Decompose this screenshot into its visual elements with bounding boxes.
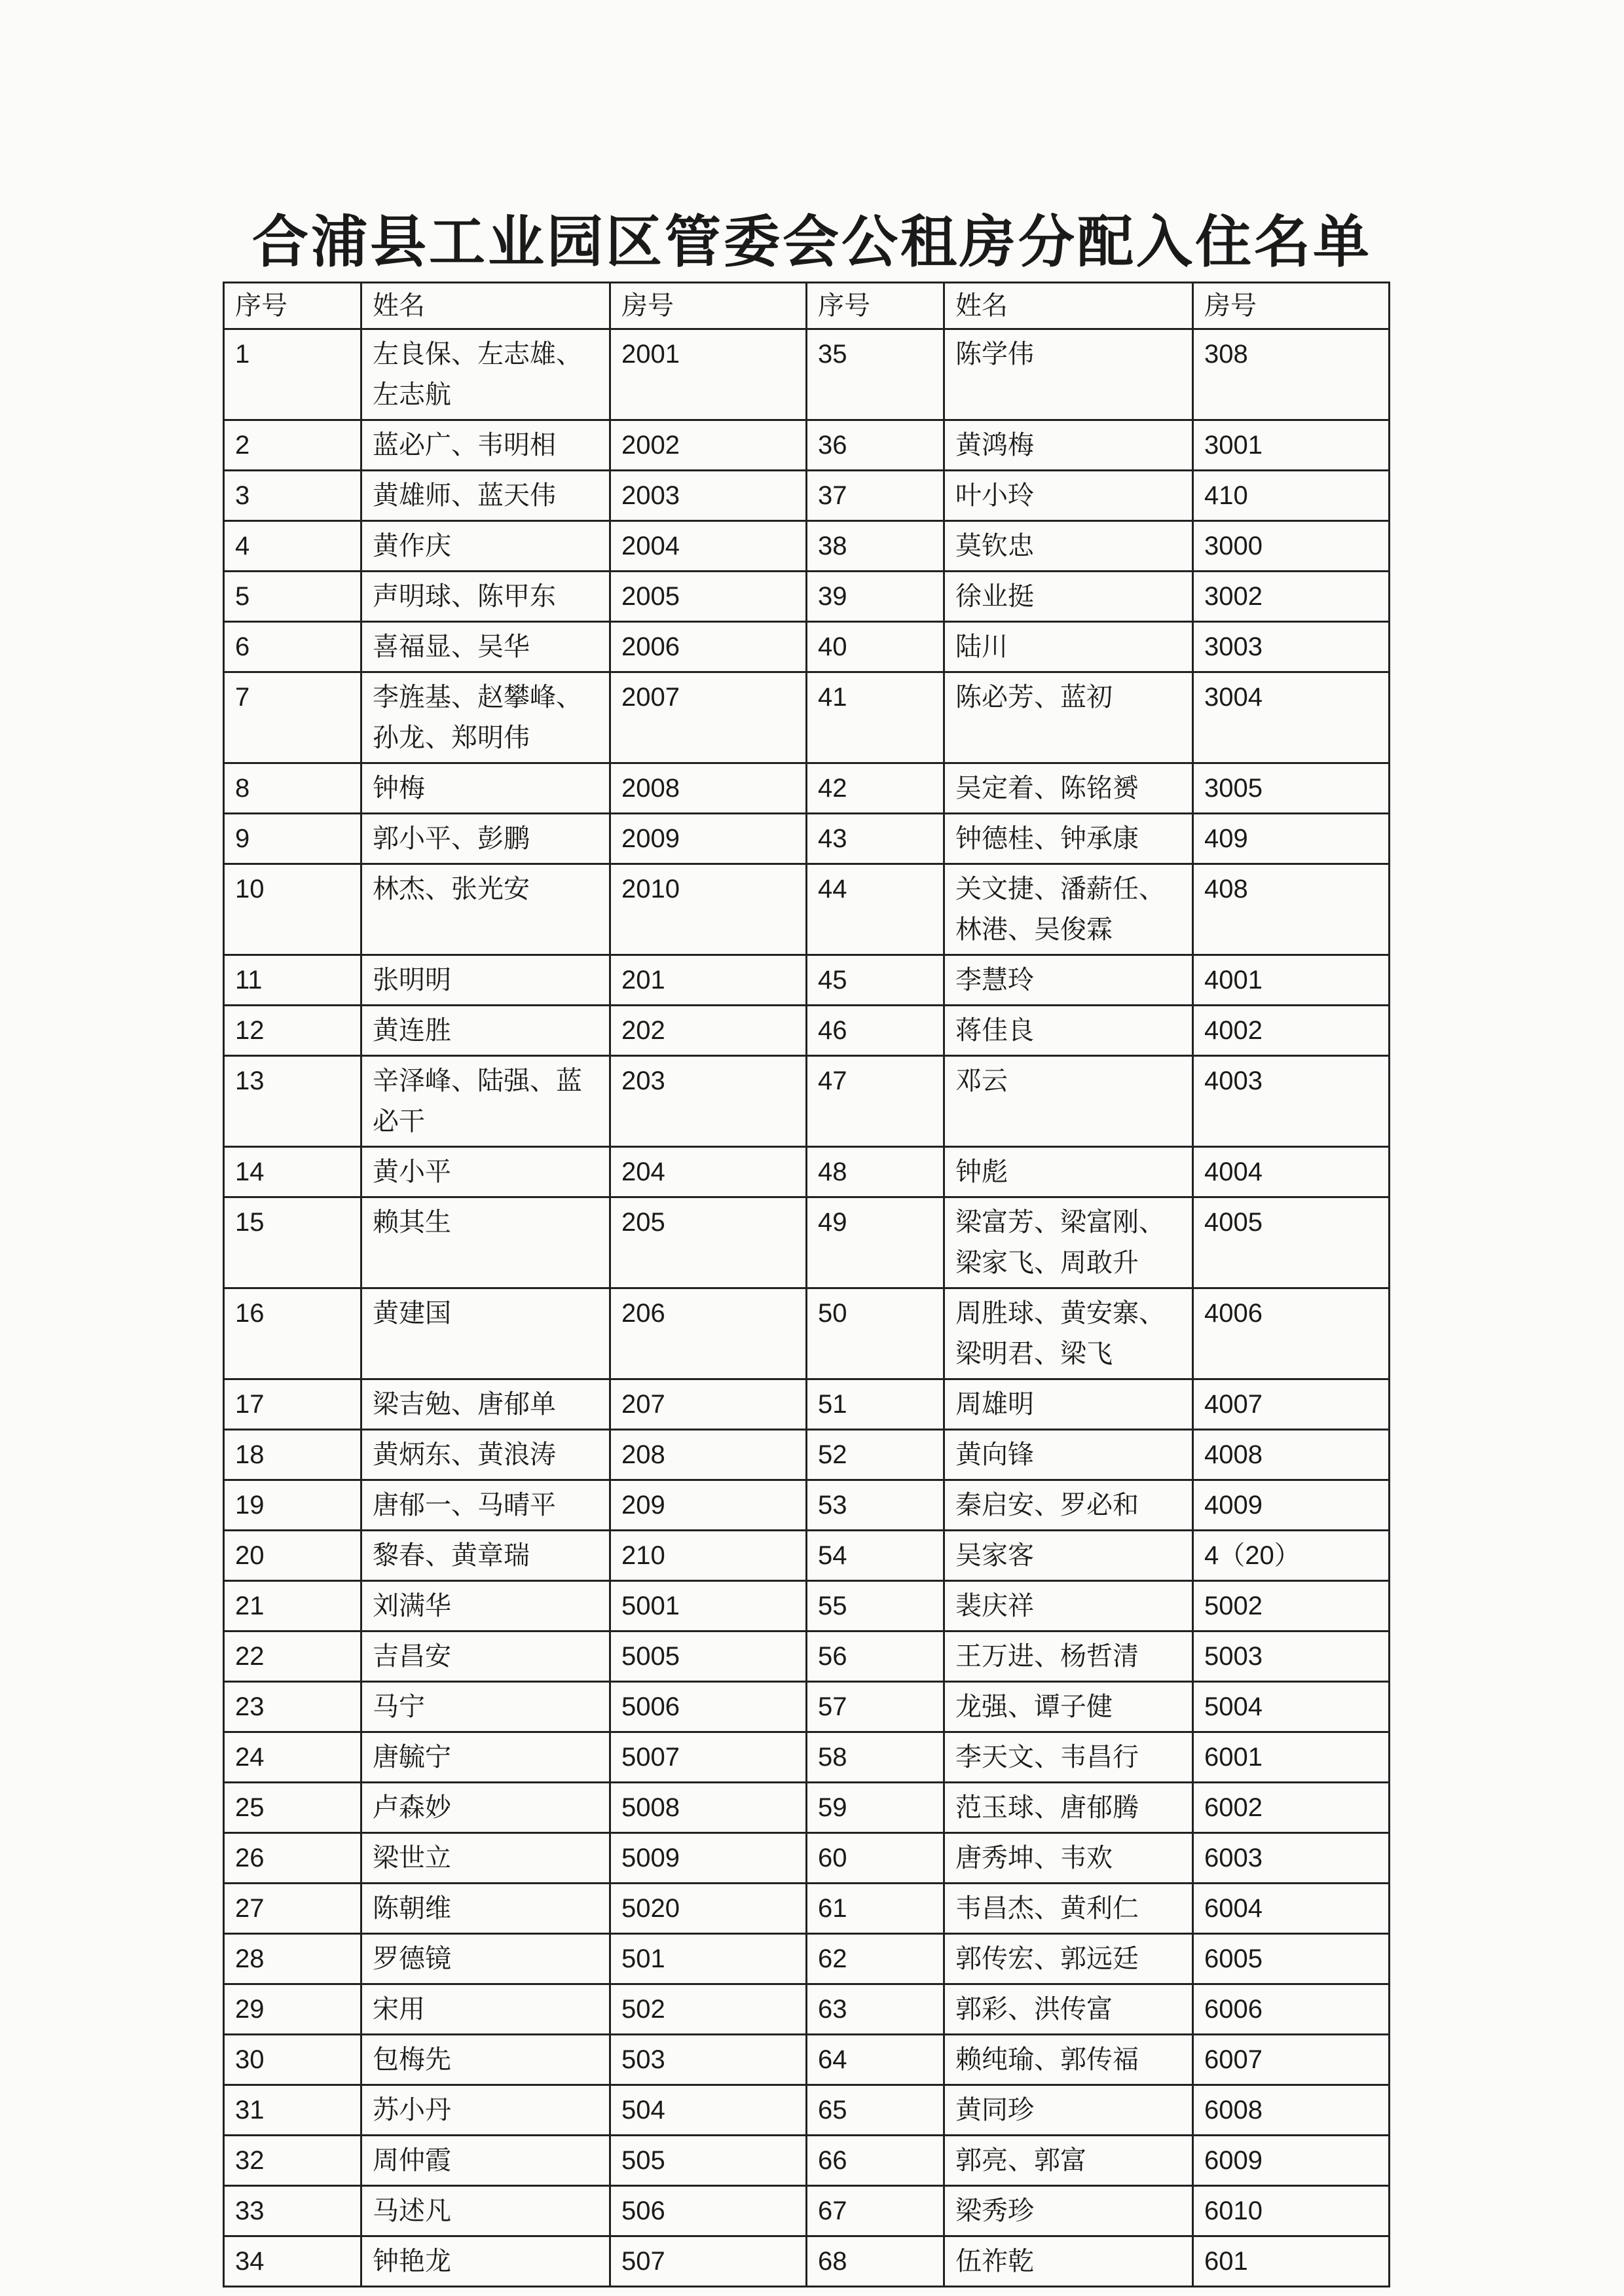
seq-cell: 24 bbox=[224, 1732, 361, 1783]
room-cell: 3000 bbox=[1193, 521, 1390, 572]
seq-cell: 55 bbox=[807, 1581, 944, 1631]
room-cell: 204 bbox=[610, 1147, 807, 1197]
room-cell: 5001 bbox=[610, 1581, 807, 1631]
name-cell: 黄炳东、黄浪涛 bbox=[361, 1430, 610, 1480]
name-cell: 黄雄师、蓝天伟 bbox=[361, 471, 610, 521]
table-row bbox=[224, 1288, 1390, 1379]
seq-cell: 56 bbox=[807, 1631, 944, 1682]
room-cell: 4003 bbox=[1193, 1056, 1390, 1147]
room-cell: 4002 bbox=[1193, 1006, 1390, 1056]
table-row bbox=[224, 1379, 1390, 1430]
seq-cell: 12 bbox=[224, 1006, 361, 1056]
name-cell: 李慧玲 bbox=[944, 955, 1193, 1006]
room-cell: 4004 bbox=[1193, 1147, 1390, 1197]
table-row bbox=[224, 1884, 1390, 1934]
seq-cell: 25 bbox=[224, 1783, 361, 1833]
room-cell: 2007 bbox=[610, 672, 807, 763]
seq-cell: 57 bbox=[807, 1682, 944, 1732]
name-cell: 黄向锋 bbox=[944, 1430, 1193, 1480]
name-cell: 梁世立 bbox=[361, 1833, 610, 1884]
seq-cell: 49 bbox=[807, 1197, 944, 1288]
table-row bbox=[224, 1682, 1390, 1732]
room-cell: 5006 bbox=[610, 1682, 807, 1732]
table-row bbox=[224, 1197, 1390, 1288]
room-cell: 4008 bbox=[1193, 1430, 1390, 1480]
seq-cell: 13 bbox=[224, 1056, 361, 1147]
table-row bbox=[224, 521, 1390, 572]
name-cell: 关文捷、潘薪任、林港、吴俊霖 bbox=[944, 864, 1193, 955]
seq-cell: 65 bbox=[807, 2085, 944, 2136]
header-seq: 序号 bbox=[224, 283, 361, 329]
name-cell: 赖纯瑜、郭传福 bbox=[944, 2035, 1193, 2085]
name-cell: 唐秀坤、韦欢 bbox=[944, 1833, 1193, 1884]
seq-cell: 29 bbox=[224, 1984, 361, 2035]
table-row bbox=[224, 1833, 1390, 1884]
name-cell: 秦启安、罗必和 bbox=[944, 1480, 1193, 1531]
room-cell: 2003 bbox=[610, 471, 807, 521]
table-row bbox=[224, 329, 1390, 420]
seq-cell: 22 bbox=[224, 1631, 361, 1682]
room-cell: 4（20） bbox=[1193, 1531, 1390, 1581]
room-cell: 501 bbox=[610, 1934, 807, 1984]
room-cell: 210 bbox=[610, 1531, 807, 1581]
room-cell: 5009 bbox=[610, 1833, 807, 1884]
room-cell: 308 bbox=[1193, 329, 1390, 420]
name-cell: 莫钦忠 bbox=[944, 521, 1193, 572]
name-cell: 邓云 bbox=[944, 1056, 1193, 1147]
seq-cell: 45 bbox=[807, 955, 944, 1006]
header-room: 房号 bbox=[610, 283, 807, 329]
name-cell: 陆川 bbox=[944, 622, 1193, 672]
name-cell: 韦昌杰、黄利仁 bbox=[944, 1884, 1193, 1934]
seq-cell: 60 bbox=[807, 1833, 944, 1884]
room-cell: 5004 bbox=[1193, 1682, 1390, 1732]
seq-cell: 48 bbox=[807, 1147, 944, 1197]
name-cell: 郭传宏、郭远廷 bbox=[944, 1934, 1193, 1984]
seq-cell: 4 bbox=[224, 521, 361, 572]
room-cell: 2006 bbox=[610, 622, 807, 672]
seq-cell: 43 bbox=[807, 814, 944, 864]
name-cell: 王万进、杨哲清 bbox=[944, 1631, 1193, 1682]
room-cell: 410 bbox=[1193, 471, 1390, 521]
name-cell: 黄作庆 bbox=[361, 521, 610, 572]
room-cell: 2001 bbox=[610, 329, 807, 420]
table-row bbox=[224, 1056, 1390, 1147]
room-cell: 2009 bbox=[610, 814, 807, 864]
table-row bbox=[224, 622, 1390, 672]
room-cell: 502 bbox=[610, 1984, 807, 2035]
seq-cell: 44 bbox=[807, 864, 944, 955]
name-cell: 陈朝维 bbox=[361, 1884, 610, 1934]
table-row bbox=[224, 814, 1390, 864]
room-cell: 3005 bbox=[1193, 763, 1390, 814]
seq-cell: 39 bbox=[807, 572, 944, 622]
room-cell: 5003 bbox=[1193, 1631, 1390, 1682]
seq-cell: 8 bbox=[224, 763, 361, 814]
room-cell: 6005 bbox=[1193, 1934, 1390, 1984]
seq-cell: 19 bbox=[224, 1480, 361, 1531]
seq-cell: 9 bbox=[224, 814, 361, 864]
name-cell: 林杰、张光安 bbox=[361, 864, 610, 955]
name-cell: 辛泽峰、陆强、蓝必干 bbox=[361, 1056, 610, 1147]
name-cell: 陈学伟 bbox=[944, 329, 1193, 420]
name-cell: 卢森妙 bbox=[361, 1783, 610, 1833]
room-cell: 3001 bbox=[1193, 420, 1390, 471]
name-cell: 黄同珍 bbox=[944, 2085, 1193, 2136]
table-row bbox=[224, 955, 1390, 1006]
seq-cell: 5 bbox=[224, 572, 361, 622]
name-cell: 郭小平、彭鹏 bbox=[361, 814, 610, 864]
table-row bbox=[224, 2186, 1390, 2236]
name-cell: 周仲霞 bbox=[361, 2136, 610, 2186]
name-cell: 黄小平 bbox=[361, 1147, 610, 1197]
name-cell: 裴庆祥 bbox=[944, 1581, 1193, 1631]
room-cell: 2008 bbox=[610, 763, 807, 814]
table-row bbox=[224, 763, 1390, 814]
table-row bbox=[224, 1480, 1390, 1531]
room-cell: 6001 bbox=[1193, 1732, 1390, 1783]
room-cell: 5008 bbox=[610, 1783, 807, 1833]
name-cell: 张明明 bbox=[361, 955, 610, 1006]
header-seq-2: 序号 bbox=[807, 283, 944, 329]
room-cell: 3004 bbox=[1193, 672, 1390, 763]
table-row bbox=[224, 1430, 1390, 1480]
room-cell: 6010 bbox=[1193, 2186, 1390, 2236]
room-cell: 4001 bbox=[1193, 955, 1390, 1006]
seq-cell: 67 bbox=[807, 2186, 944, 2236]
name-cell: 黎春、黄章瑞 bbox=[361, 1531, 610, 1581]
seq-cell: 52 bbox=[807, 1430, 944, 1480]
table-row bbox=[224, 1147, 1390, 1197]
room-cell: 504 bbox=[610, 2085, 807, 2136]
name-cell: 黄鸿梅 bbox=[944, 420, 1193, 471]
seq-cell: 20 bbox=[224, 1531, 361, 1581]
seq-cell: 30 bbox=[224, 2035, 361, 2085]
name-cell: 周胜球、黄安寨、梁明君、梁飞 bbox=[944, 1288, 1193, 1379]
room-cell: 503 bbox=[610, 2035, 807, 2085]
name-cell: 伍祚乾 bbox=[944, 2236, 1193, 2287]
seq-cell: 26 bbox=[224, 1833, 361, 1884]
name-cell: 包梅先 bbox=[361, 2035, 610, 2085]
header-room-2: 房号 bbox=[1193, 283, 1390, 329]
table-row bbox=[224, 1732, 1390, 1783]
seq-cell: 38 bbox=[807, 521, 944, 572]
seq-cell: 37 bbox=[807, 471, 944, 521]
room-cell: 205 bbox=[610, 1197, 807, 1288]
name-cell: 马述凡 bbox=[361, 2186, 610, 2236]
room-cell: 601 bbox=[1193, 2236, 1390, 2287]
name-cell: 钟彪 bbox=[944, 1147, 1193, 1197]
seq-cell: 58 bbox=[807, 1732, 944, 1783]
name-cell: 梁秀珍 bbox=[944, 2186, 1193, 2236]
seq-cell: 32 bbox=[224, 2136, 361, 2186]
room-cell: 202 bbox=[610, 1006, 807, 1056]
room-cell: 6008 bbox=[1193, 2085, 1390, 2136]
seq-cell: 53 bbox=[807, 1480, 944, 1531]
room-cell: 203 bbox=[610, 1056, 807, 1147]
name-cell: 马宁 bbox=[361, 1682, 610, 1732]
header-name: 姓名 bbox=[361, 283, 610, 329]
room-cell: 5005 bbox=[610, 1631, 807, 1682]
seq-cell: 2 bbox=[224, 420, 361, 471]
name-cell: 梁富芳、梁富刚、梁家飞、周敢升 bbox=[944, 1197, 1193, 1288]
room-cell: 408 bbox=[1193, 864, 1390, 955]
room-cell: 2002 bbox=[610, 420, 807, 471]
room-cell: 208 bbox=[610, 1430, 807, 1480]
name-cell: 黄连胜 bbox=[361, 1006, 610, 1056]
room-cell: 6004 bbox=[1193, 1884, 1390, 1934]
seq-cell: 64 bbox=[807, 2035, 944, 2085]
table-body bbox=[224, 329, 1390, 2287]
page-title: 合浦县工业园区管委会公租房分配入住名单 bbox=[252, 209, 1372, 275]
room-cell: 3002 bbox=[1193, 572, 1390, 622]
seq-cell: 59 bbox=[807, 1783, 944, 1833]
seq-cell: 18 bbox=[224, 1430, 361, 1480]
seq-cell: 3 bbox=[224, 471, 361, 521]
room-cell: 4006 bbox=[1193, 1288, 1390, 1379]
name-cell: 龙强、谭子健 bbox=[944, 1682, 1193, 1732]
name-cell: 蒋佳良 bbox=[944, 1006, 1193, 1056]
name-cell: 黄建国 bbox=[361, 1288, 610, 1379]
name-cell: 喜福显、吴华 bbox=[361, 622, 610, 672]
seq-cell: 68 bbox=[807, 2236, 944, 2287]
room-cell: 505 bbox=[610, 2136, 807, 2186]
name-cell: 徐业挺 bbox=[944, 572, 1193, 622]
room-cell: 6006 bbox=[1193, 1984, 1390, 2035]
room-cell: 207 bbox=[610, 1379, 807, 1430]
table-header-row bbox=[224, 283, 1390, 329]
seq-cell: 21 bbox=[224, 1581, 361, 1631]
room-cell: 5002 bbox=[1193, 1581, 1390, 1631]
seq-cell: 14 bbox=[224, 1147, 361, 1197]
table-row bbox=[224, 864, 1390, 955]
name-cell: 叶小玲 bbox=[944, 471, 1193, 521]
table-row bbox=[224, 1581, 1390, 1631]
seq-cell: 46 bbox=[807, 1006, 944, 1056]
table-row bbox=[224, 1631, 1390, 1682]
name-cell: 苏小丹 bbox=[361, 2085, 610, 2136]
seq-cell: 35 bbox=[807, 329, 944, 420]
name-cell: 罗德镜 bbox=[361, 1934, 610, 1984]
room-cell: 2005 bbox=[610, 572, 807, 622]
name-cell: 陈必芳、蓝初 bbox=[944, 672, 1193, 763]
table-row bbox=[224, 1934, 1390, 1984]
table-row bbox=[224, 572, 1390, 622]
room-cell: 4007 bbox=[1193, 1379, 1390, 1430]
table-row bbox=[224, 2085, 1390, 2136]
name-cell: 钟艳龙 bbox=[361, 2236, 610, 2287]
table-row bbox=[224, 1006, 1390, 1056]
seq-cell: 62 bbox=[807, 1934, 944, 1984]
name-cell: 吉昌安 bbox=[361, 1631, 610, 1682]
room-cell: 201 bbox=[610, 955, 807, 1006]
seq-cell: 6 bbox=[224, 622, 361, 672]
header-name-2: 姓名 bbox=[944, 283, 1193, 329]
seq-cell: 10 bbox=[224, 864, 361, 955]
room-cell: 6009 bbox=[1193, 2136, 1390, 2186]
seq-cell: 7 bbox=[224, 672, 361, 763]
room-cell: 4009 bbox=[1193, 1480, 1390, 1531]
room-cell: 507 bbox=[610, 2236, 807, 2287]
seq-cell: 63 bbox=[807, 1984, 944, 2035]
room-cell: 409 bbox=[1193, 814, 1390, 864]
name-cell: 梁吉勉、唐郁单 bbox=[361, 1379, 610, 1430]
seq-cell: 34 bbox=[224, 2236, 361, 2287]
seq-cell: 66 bbox=[807, 2136, 944, 2186]
name-cell: 吴家客 bbox=[944, 1531, 1193, 1581]
room-cell: 6003 bbox=[1193, 1833, 1390, 1884]
seq-cell: 31 bbox=[224, 2085, 361, 2136]
name-cell: 蓝必广、韦明相 bbox=[361, 420, 610, 471]
seq-cell: 36 bbox=[807, 420, 944, 471]
seq-cell: 27 bbox=[224, 1884, 361, 1934]
seq-cell: 40 bbox=[807, 622, 944, 672]
table-row bbox=[224, 1531, 1390, 1581]
table-row bbox=[224, 471, 1390, 521]
room-cell: 6002 bbox=[1193, 1783, 1390, 1833]
name-cell: 左良保、左志雄、左志航 bbox=[361, 329, 610, 420]
seq-cell: 15 bbox=[224, 1197, 361, 1288]
name-cell: 唐郁一、马晴平 bbox=[361, 1480, 610, 1531]
name-cell: 钟梅 bbox=[361, 763, 610, 814]
seq-cell: 23 bbox=[224, 1682, 361, 1732]
seq-cell: 47 bbox=[807, 1056, 944, 1147]
room-cell: 2010 bbox=[610, 864, 807, 955]
room-cell: 5007 bbox=[610, 1732, 807, 1783]
seq-cell: 28 bbox=[224, 1934, 361, 1984]
room-cell: 506 bbox=[610, 2186, 807, 2236]
table-row bbox=[224, 672, 1390, 763]
name-cell: 刘满华 bbox=[361, 1581, 610, 1631]
seq-cell: 42 bbox=[807, 763, 944, 814]
name-cell: 郭彩、洪传富 bbox=[944, 1984, 1193, 2035]
name-cell: 李旌基、赵攀峰、孙龙、郑明伟 bbox=[361, 672, 610, 763]
seq-cell: 51 bbox=[807, 1379, 944, 1430]
name-cell: 吴定着、陈铭赟 bbox=[944, 763, 1193, 814]
table-row bbox=[224, 2035, 1390, 2085]
seq-cell: 16 bbox=[224, 1288, 361, 1379]
name-cell: 郭亮、郭富 bbox=[944, 2136, 1193, 2186]
name-cell: 周雄明 bbox=[944, 1379, 1193, 1430]
room-cell: 2004 bbox=[610, 521, 807, 572]
seq-cell: 50 bbox=[807, 1288, 944, 1379]
seq-cell: 33 bbox=[224, 2186, 361, 2236]
room-cell: 209 bbox=[610, 1480, 807, 1531]
seq-cell: 41 bbox=[807, 672, 944, 763]
name-cell: 宋用 bbox=[361, 1984, 610, 2035]
seq-cell: 17 bbox=[224, 1379, 361, 1430]
name-cell: 范玉球、唐郁腾 bbox=[944, 1783, 1193, 1833]
table-row bbox=[224, 2136, 1390, 2186]
name-cell: 唐毓宁 bbox=[361, 1732, 610, 1783]
room-cell: 206 bbox=[610, 1288, 807, 1379]
seq-cell: 54 bbox=[807, 1531, 944, 1581]
name-cell: 李天文、韦昌行 bbox=[944, 1732, 1193, 1783]
room-cell: 3003 bbox=[1193, 622, 1390, 672]
seq-cell: 1 bbox=[224, 329, 361, 420]
seq-cell: 11 bbox=[224, 955, 361, 1006]
table-row bbox=[224, 1984, 1390, 2035]
name-cell: 赖其生 bbox=[361, 1197, 610, 1288]
table-row bbox=[224, 1783, 1390, 1833]
seq-cell: 61 bbox=[807, 1884, 944, 1934]
table-row bbox=[224, 2236, 1390, 2287]
name-cell: 钟德桂、钟承康 bbox=[944, 814, 1193, 864]
table-row bbox=[224, 420, 1390, 471]
room-cell: 4005 bbox=[1193, 1197, 1390, 1288]
allocation-table bbox=[223, 282, 1390, 2287]
room-cell: 6007 bbox=[1193, 2035, 1390, 2085]
name-cell: 声明球、陈甲东 bbox=[361, 572, 610, 622]
room-cell: 5020 bbox=[610, 1884, 807, 1934]
